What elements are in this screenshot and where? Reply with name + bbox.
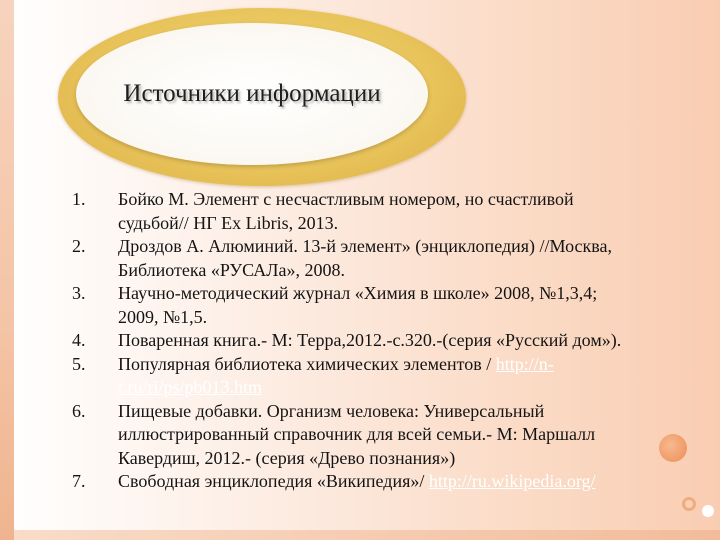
- source-text: 2009, №1,5.: [118, 306, 208, 327]
- source-number: 6.: [72, 400, 86, 421]
- source-number: 2.: [72, 236, 86, 256]
- source-item-5: [72, 353, 672, 400]
- source-text: Дроздов А. Алюминий. 13-й элемент» (энциклопедия) //Москва,: [118, 236, 612, 256]
- slide-left-border: [0, 0, 14, 540]
- slide-bottom-border: [14, 530, 720, 540]
- source-text: Кавердиш, 2012.- (серия «Древо познания»): [118, 447, 456, 468]
- source-item-1: [72, 188, 672, 235]
- source-text: Библиотека «РУСАЛа», 2008.: [118, 259, 345, 280]
- source-link[interactable]: http://ru.wikipedia.org/: [428, 471, 596, 491]
- source-text: Свободная энциклопедия «Википедия»/: [118, 471, 429, 491]
- source-text: судьбой// НГ Ex Libris, 2013.: [118, 212, 339, 233]
- decorative-orange-circle: [659, 434, 687, 462]
- source-number: 4.: [72, 330, 86, 350]
- sources-list: [72, 188, 672, 494]
- source-item-7: [72, 470, 672, 494]
- source-item-2: [72, 235, 672, 282]
- slide-title: Источники информации: [123, 80, 381, 107]
- decorative-ring-circle: [682, 497, 696, 511]
- source-number: 1.: [72, 189, 86, 209]
- source-text: Поваренная книга.- М: Терра,2012.-с.320.-(серия «Русский дом»).: [118, 330, 622, 350]
- source-link-continued[interactable]: t.ru/ri/ps/pb013.htm: [118, 377, 262, 397]
- source-item-6: [72, 400, 672, 471]
- source-text: Бойко М. Элемент с несчастливым номером, но счастливой: [118, 189, 574, 209]
- decorative-white-circle: [702, 505, 714, 517]
- source-number: 5.: [72, 353, 86, 374]
- source-text: Популярная библиотека химических элементов /: [118, 353, 496, 374]
- source-link[interactable]: http://n-: [495, 353, 554, 374]
- source-text: Научно-методический журнал «Химия в школе» 2008, №1,3,4;: [118, 283, 598, 303]
- source-text: иллюстрированный справочник для всей семьи.- М: Маршалл: [118, 424, 596, 444]
- source-item-4: [72, 329, 672, 353]
- source-number: 7.: [72, 471, 86, 491]
- source-number: 3.: [72, 283, 86, 303]
- source-text: Пищевые добавки. Организм человека: Универсальный: [118, 400, 545, 421]
- source-item-3: [72, 282, 672, 329]
